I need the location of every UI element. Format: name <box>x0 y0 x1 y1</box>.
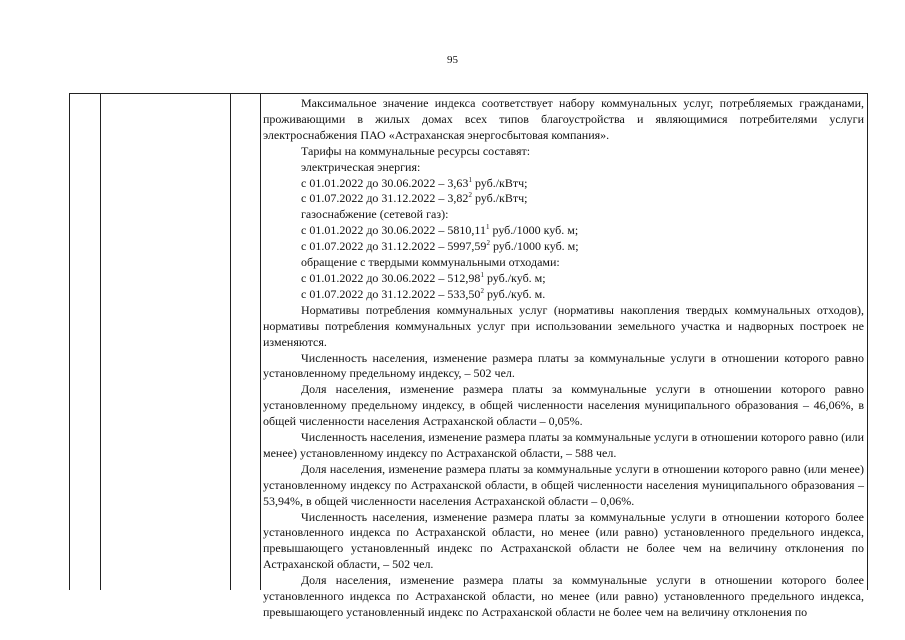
tariff-line: с 01.07.2022 до 31.12.2022 – 533,50$^2$ руб./куб. м. <box>301 286 546 301</box>
tariff-line: с 01.07.2022 до 31.12.2022 – 3,82$^2$ руб./кВтч; <box>301 191 528 206</box>
tariff-category: газоснабжение (сетевой газ): <box>301 207 449 222</box>
tariff-line: с 01.01.2022 до 30.06.2022 – 5810,11$^1$ руб./1000 куб. м; <box>301 223 579 238</box>
paragraph: Нормативы потребления коммунальных услуг (нормативы накопления твердых коммунальных отходов), нормативы потребления коммунальных услуг при использовании земельного участка и надворных построек не изменяются. <box>263 302 864 349</box>
column-divider <box>100 94 101 590</box>
paragraph: Численность населения, изменение размера платы за коммунальные услуги в отношении которого равно установленному предельному индексу, – 502 чел. <box>263 350 864 381</box>
paragraph: Доля населения, изменение размера платы за коммунальные услуги в отношении которого равно (или менее) установленному индексу по Астраханской области, в общей численности населения муниципального образования – 53,94%, в общей численности населения Астраханской области – 0,06%. <box>263 461 864 508</box>
paragraph: Доля населения, изменение размера платы за коммунальные услуги в отношении которого равно установленному предельному индексу, в общей численности населения муниципального образования – 46,06%, в общей численности населения Астраханской области – 0,05%. <box>263 382 864 429</box>
paragraph: Численность населения, изменение размера платы за коммунальные услуги в отношении которого более установленного индекса по Астраханской области, но менее (или равно) установленного предельного индекса, превышающего установленный индекс по Астраханской области не более чем на величину отклонения по Астраханской области, – 502 чел. <box>263 509 864 572</box>
document-table <box>69 93 868 619</box>
column-divider <box>230 94 231 590</box>
table-cell-text <box>263 96 864 621</box>
tariff-line: с 01.01.2022 до 30.06.2022 – 512,98$^1$ руб./куб. м; <box>301 270 546 285</box>
paragraph: Максимальное значение индекса соответствует набору коммунальных услуг, потребляемых гражданами, проживающими в жилых домах всех типов благоустройства и являющимися потребителями услуги электроснабжения ПАО «Астраханская энергосбытовая компания». <box>263 96 864 142</box>
tariff-category: обращение с твердыми коммунальными отходами: <box>301 255 560 270</box>
column-divider <box>260 94 261 590</box>
page-number: 95 <box>447 54 458 66</box>
tariff-line: с 01.07.2022 до 31.12.2022 – 5997,59$^2$ руб./1000 куб. м; <box>301 239 579 254</box>
tariff-line: с 01.01.2022 до 30.06.2022 – 3,63$^1$ руб./кВтч; <box>301 175 528 190</box>
paragraph: Доля населения, изменение размера платы за коммунальные услуги в отношении которого более установленного индекса по Астраханской области, но менее (или равно) установленного предельного индекса, превышающего установленный индекс по Астраханской области не более чем на величину отклонения по <box>263 573 864 619</box>
paragraph: Численность населения, изменение размера платы за коммунальные услуги в отношении которого равно (или менее) установленному индексу по Астраханской области, – 588 чел. <box>263 430 864 460</box>
tariff-heading: Тарифы на коммунальные ресурсы составят: <box>301 143 531 158</box>
tariff-category: электрическая энергия: <box>301 159 421 174</box>
